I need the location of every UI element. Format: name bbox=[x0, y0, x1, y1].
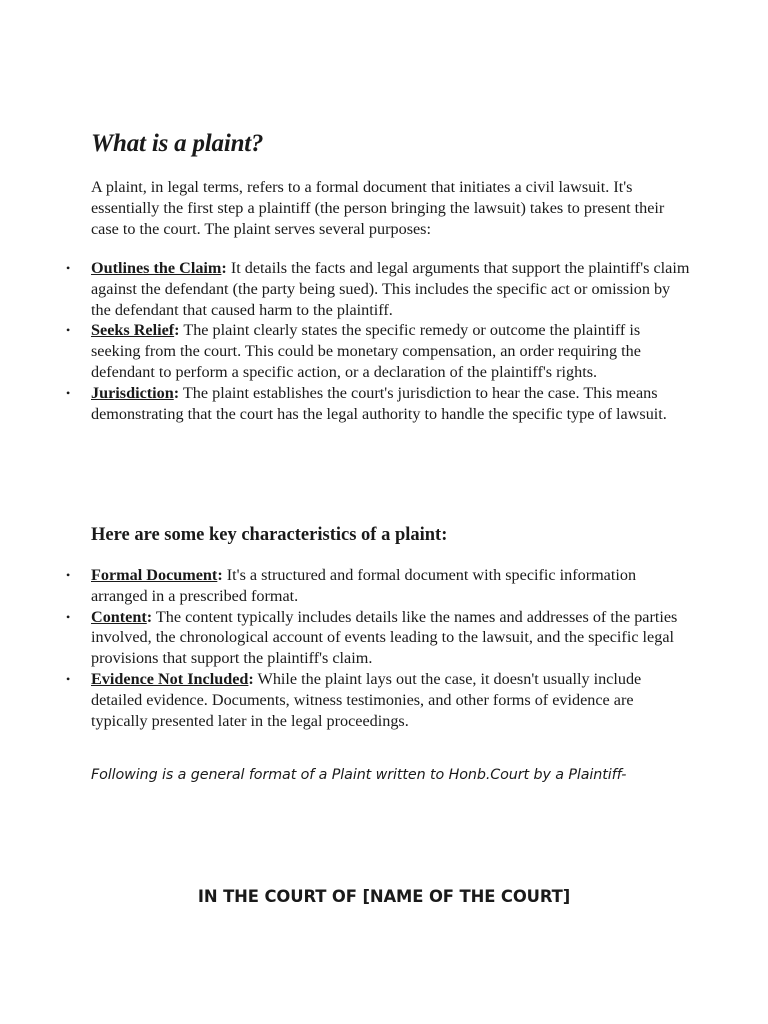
list-item-text: While the plaint lays out the case, it doesn't usually include detailed evidence. Documents, witness testimonies, and other forms of evidence are typically presented later in the legal proceedings. bbox=[91, 669, 642, 730]
list-item-text: It's a structured and formal document with specific information arranged in a prescribed format. bbox=[91, 566, 637, 605]
page-title: What is a plaint? bbox=[91, 130, 264, 157]
list-item-term: Outlines the Claim bbox=[91, 259, 222, 277]
bullet-icon: • bbox=[66, 261, 71, 275]
list-item bbox=[0, 607, 691, 669]
list-item-colon: : bbox=[173, 383, 180, 402]
list-item-colon: : bbox=[221, 259, 227, 277]
format-note: Following is a general format of a Plaint written to Honb.Court by a Plaintiff- bbox=[91, 767, 627, 783]
list-item bbox=[0, 320, 691, 382]
bullet-icon: • bbox=[66, 671, 71, 686]
bullet-icon: • bbox=[66, 323, 71, 338]
list-item bbox=[0, 565, 691, 607]
list-item-text: It details the facts and legal arguments that support the plaintiff's claim against the defendant (the party being sued). This includes the specific act or omission by the defendant that caused harm to the plaintiff. bbox=[91, 259, 690, 319]
court-heading: IN THE COURT OF [NAME OF THE COURT] bbox=[197, 887, 571, 906]
list-item-term: Content bbox=[91, 607, 147, 626]
purposes-list bbox=[0, 258, 768, 424]
list-item-term: Seeks Relief bbox=[91, 321, 175, 340]
list-item-colon: : bbox=[146, 607, 153, 626]
list-item bbox=[0, 383, 691, 425]
bullet-icon: • bbox=[66, 568, 71, 582]
list-item-colon: : bbox=[248, 669, 254, 688]
list-item-colon: : bbox=[217, 566, 223, 584]
list-item-text: The content typically includes details like the names and addresses of the parties involved, the chronological account of events leading to the lawsuit, and the specific legal provisions that support the plaintiff's claim. bbox=[91, 607, 678, 668]
list-item bbox=[0, 669, 691, 731]
characteristics-heading: Here are some key characteristics of a plaint: bbox=[91, 525, 448, 545]
list-item-text: The plaint establishes the court's jurisdiction to hear the case. This means demonstrating that the court has the legal authority to handle the specific type of lawsuit. bbox=[91, 383, 667, 423]
list-item-term: Formal Document bbox=[91, 566, 218, 584]
list-item bbox=[0, 258, 691, 320]
bullet-icon: • bbox=[66, 385, 71, 400]
list-item-colon: : bbox=[174, 321, 180, 340]
list-item-text: The plaint clearly states the specific remedy or outcome the plaintiff is seeking from the court. This could be monetary compensation, an order requiring the defendant to perform a specific action, or a declaration of the plaintiff's rights. bbox=[91, 321, 641, 381]
list-item-term: Jurisdiction bbox=[91, 383, 174, 402]
list-item-term: Evidence Not Included bbox=[91, 669, 249, 688]
characteristics-list bbox=[0, 565, 768, 731]
intro-paragraph: A plaint, in legal terms, refers to a formal document that initiates a civil lawsuit. It's essentially the first step a plaintiff (the person bringing the lawsuit) takes to present their case to the court. The plaint serves several purposes: bbox=[91, 178, 665, 238]
bullet-icon: • bbox=[66, 609, 71, 624]
